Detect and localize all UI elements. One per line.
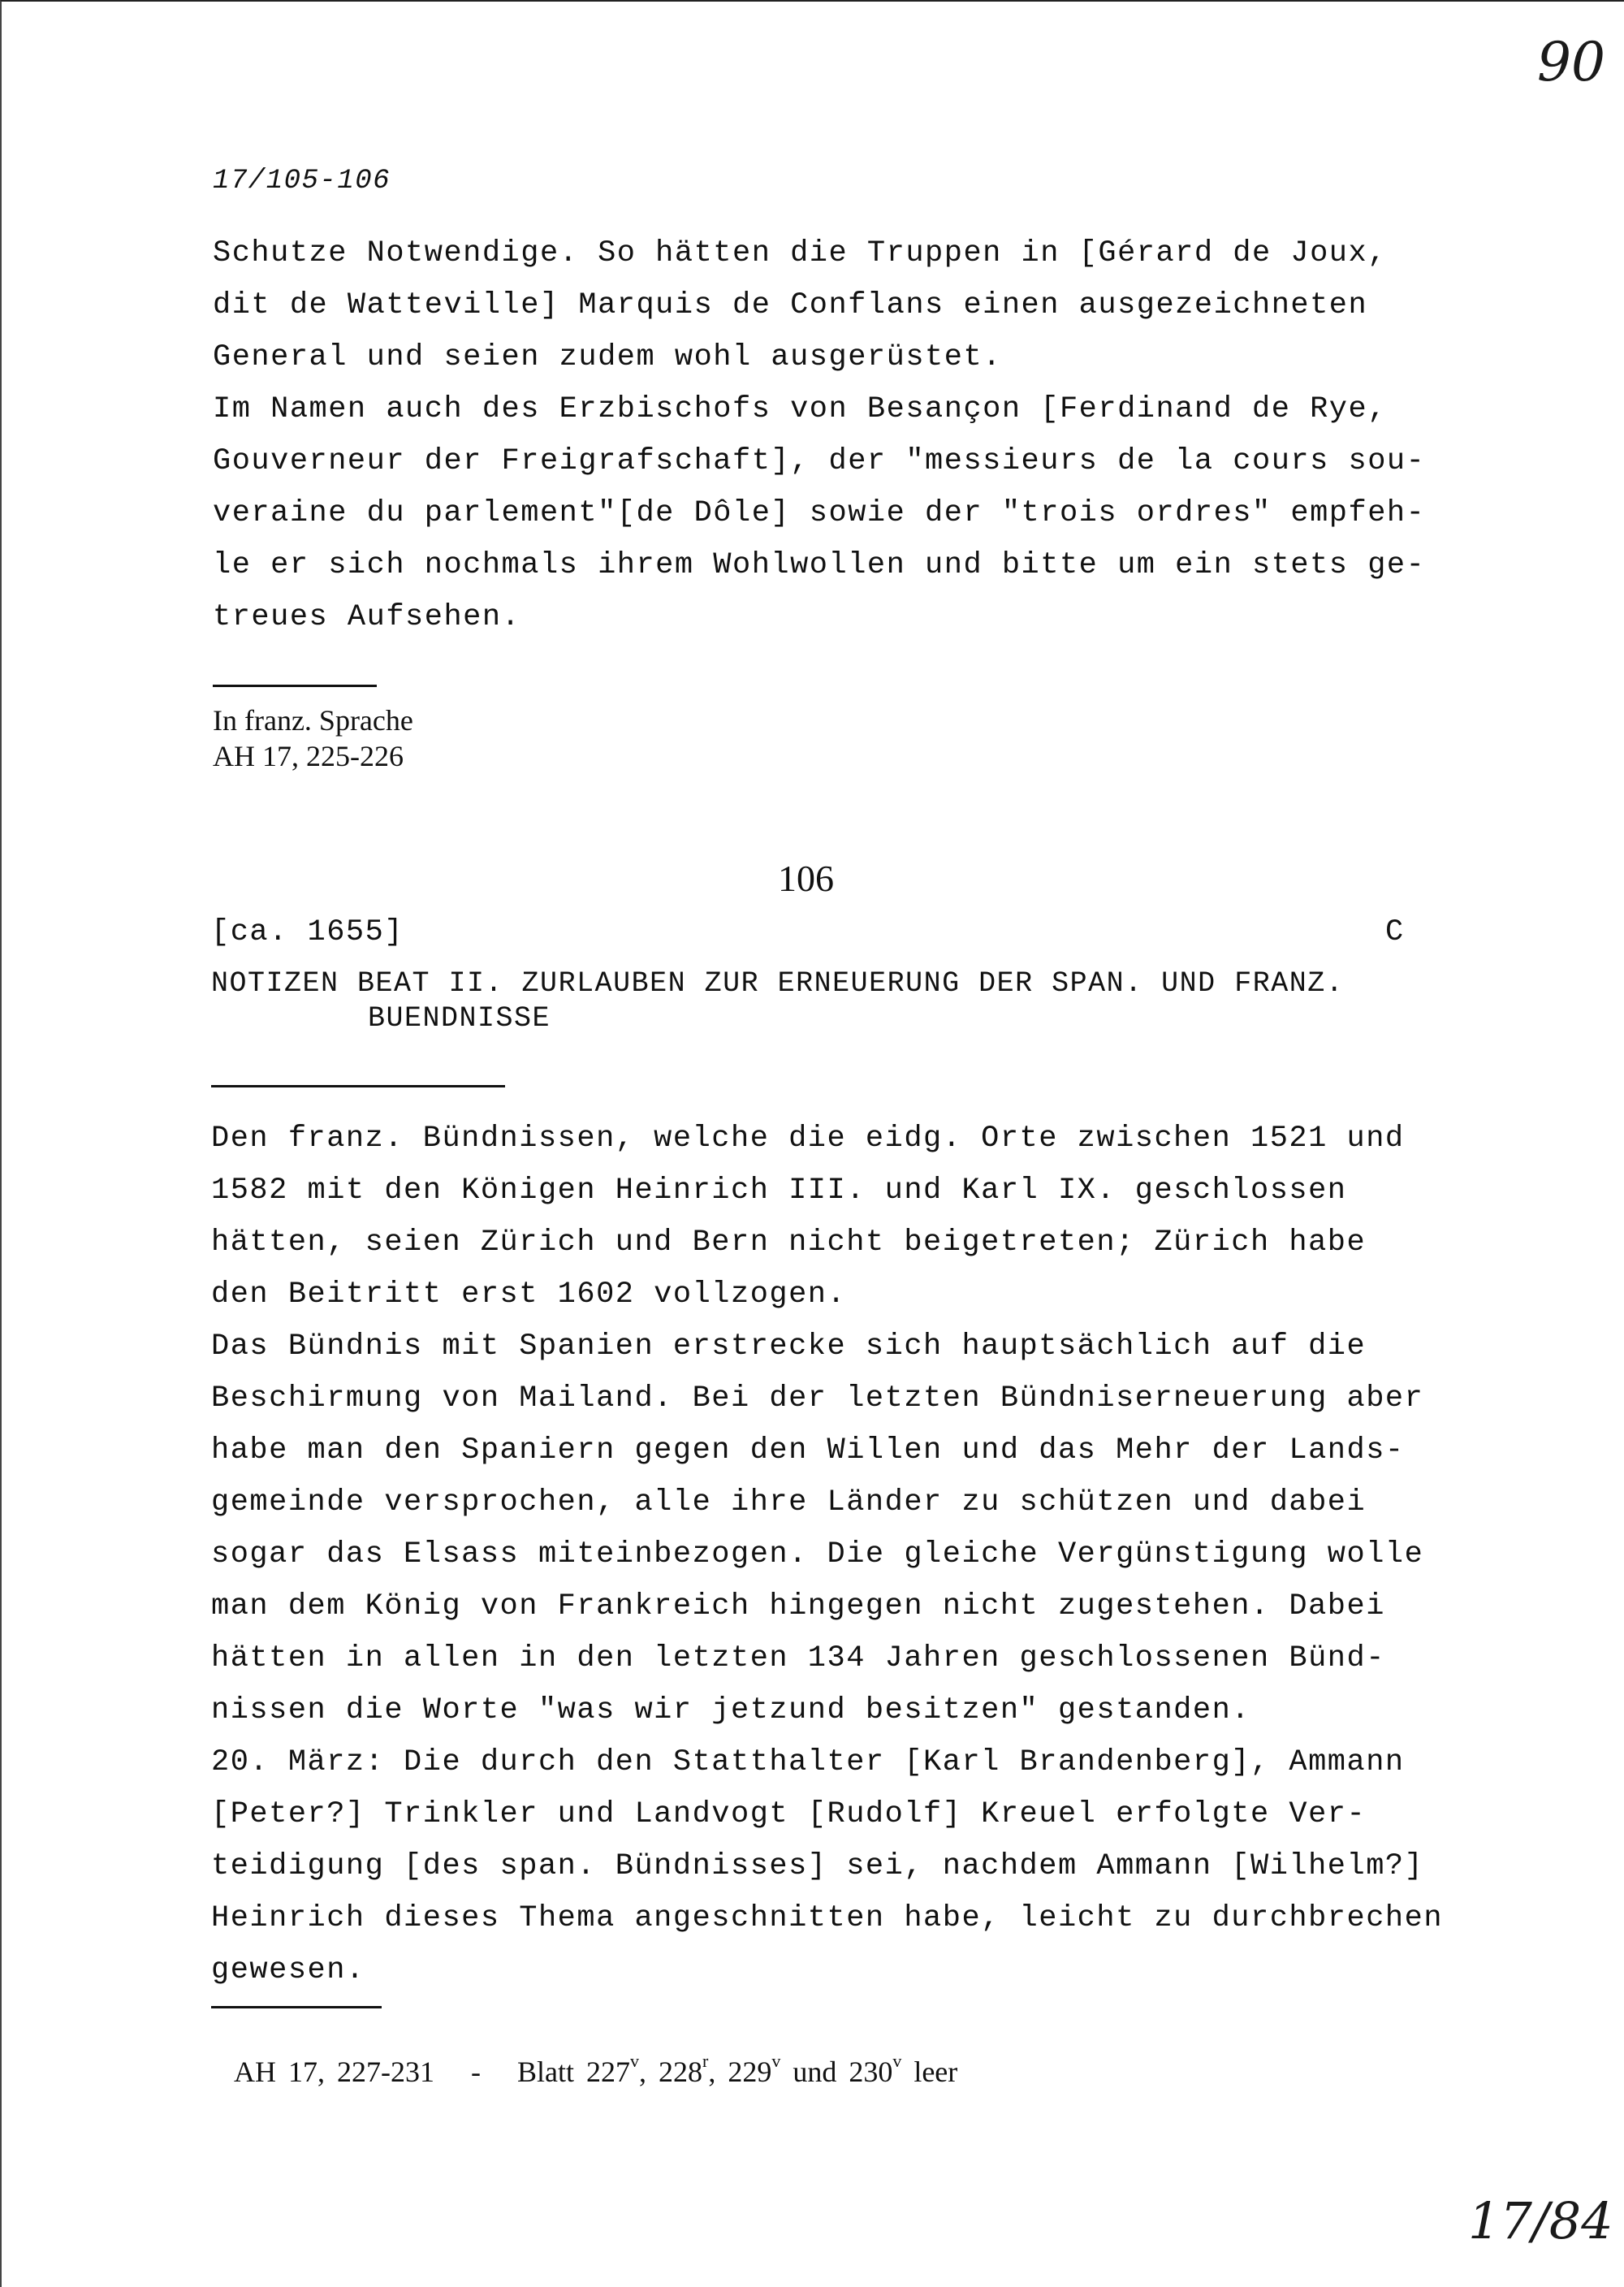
text-line: Den franz. Bündnissen, welche die eidg. Orte zwischen 1521 und [211,1122,1405,1156]
text-line: Heinrich dieses Thema angeschnitten habe, leicht zu durchbrechen [211,1901,1444,1935]
footnote-dash: - [471,2056,481,2088]
source-note: AH 17, 225-226 [213,740,404,772]
footnote-leer: leer [914,2056,958,2088]
document-reference: 17/105-106 [213,166,391,197]
document-number: 106 [778,858,834,899]
folio: 230 [849,2056,893,2088]
footnote-blatt: Blatt [517,2056,574,2088]
document-body [211,1113,1443,1996]
document-title-continued: BUENDNISSE [368,1002,551,1035]
text-line: Gouverneur der Freigrafschaft], der "messieurs de la cours sou- [213,444,1426,478]
footnote-rule [211,2006,382,2008]
separator-rule [213,685,377,687]
text-line: [Peter?] Trinkler und Landvogt [Rudolf] Kreuel erfolgte Ver- [211,1797,1367,1831]
footnote-und: und [793,2056,837,2088]
text-line: sogar das Elsass miteinbezogen. Die gleiche Vergünstigung wolle [211,1537,1424,1572]
text-line: Im Namen auch des Erzbischofs von Besançon [Ferdinand de Rye, [213,392,1387,426]
separator: , [708,2056,716,2088]
text-line: nissen die Worte "was wir jetzund besitzen" gestanden. [211,1693,1250,1727]
text-line: man dem König von Frankreich hingegen nicht zugestehen. Dabei [211,1589,1385,1623]
text-line: Das Bündnis mit Spanien erstrecke sich hauptsächlich auf die [211,1329,1367,1364]
language-note: In franz. Sprache [213,704,413,737]
text-line: habe man den Spaniern gegen den Willen und das Mehr der Lands- [211,1433,1405,1468]
text-line: 1582 mit den Königen Heinrich III. und Karl IX. geschlossen [211,1174,1347,1208]
document-type-code: C [1385,915,1405,949]
continuation-text [213,227,1425,643]
separator: , [639,2056,646,2088]
text-line: Schutze Notwendige. So hätten die Truppen in [Gérard de Joux, [213,236,1387,270]
footnote-source: AH 17, 227-231 [234,2056,434,2088]
text-line: gemeinde versprochen, alle ihre Länder zu schützen und dabei [211,1485,1367,1520]
text-line: dit de Watteville] Marquis de Conflans einen ausgezeichneten [213,288,1368,322]
separator-rule [211,1085,505,1087]
text-line: hätten in allen in den letzten 134 Jahren geschlossenen Bünd- [211,1641,1385,1675]
folio-side: v [892,2051,902,2071]
document-date: [ca. 1655] [211,915,404,949]
folio: 227 [586,2056,630,2088]
folio: 228 [659,2056,702,2088]
text-line: General und seien zudem wohl ausgerüstet. [213,340,1002,374]
text-line: 20. März: Die durch den Statthalter [Karl Brandenberg], Ammann [211,1745,1405,1779]
text-line: hätten, seien Zürich und Bern nicht beigetreten; Zürich habe [211,1226,1367,1260]
folio-side: v [630,2051,639,2071]
handwritten-page-number: 90 [1537,31,1605,93]
text-line: veraine du parlement"[de Dôle] sowie der "trois ordres" empfeh- [213,496,1426,530]
handwritten-footer: 17/84 [1468,2191,1613,2250]
text-line: treues Aufsehen. [213,600,521,634]
text-line: Beschirmung von Mailand. Bei der letzten Bündniserneuerung aber [211,1381,1424,1416]
text-line: teidigung [des span. Bündnisses] sei, nachdem Ammann [Wilhelm?] [211,1849,1424,1883]
folio-side: r [702,2051,709,2071]
text-line: le er sich nochmals ihrem Wohlwollen und bitte um ein stets ge- [213,548,1426,582]
text-line: den Beitritt erst 1602 vollzogen. [211,1278,847,1312]
folio-side: v [771,2051,781,2071]
text-line: gewesen. [211,1953,365,1987]
footnote [211,2021,957,2089]
folio: 229 [728,2056,772,2088]
document-title: NOTIZEN BEAT II. ZURLAUBEN ZUR ERNEUERUNG DER SPAN. UND FRANZ. [211,967,1345,1000]
